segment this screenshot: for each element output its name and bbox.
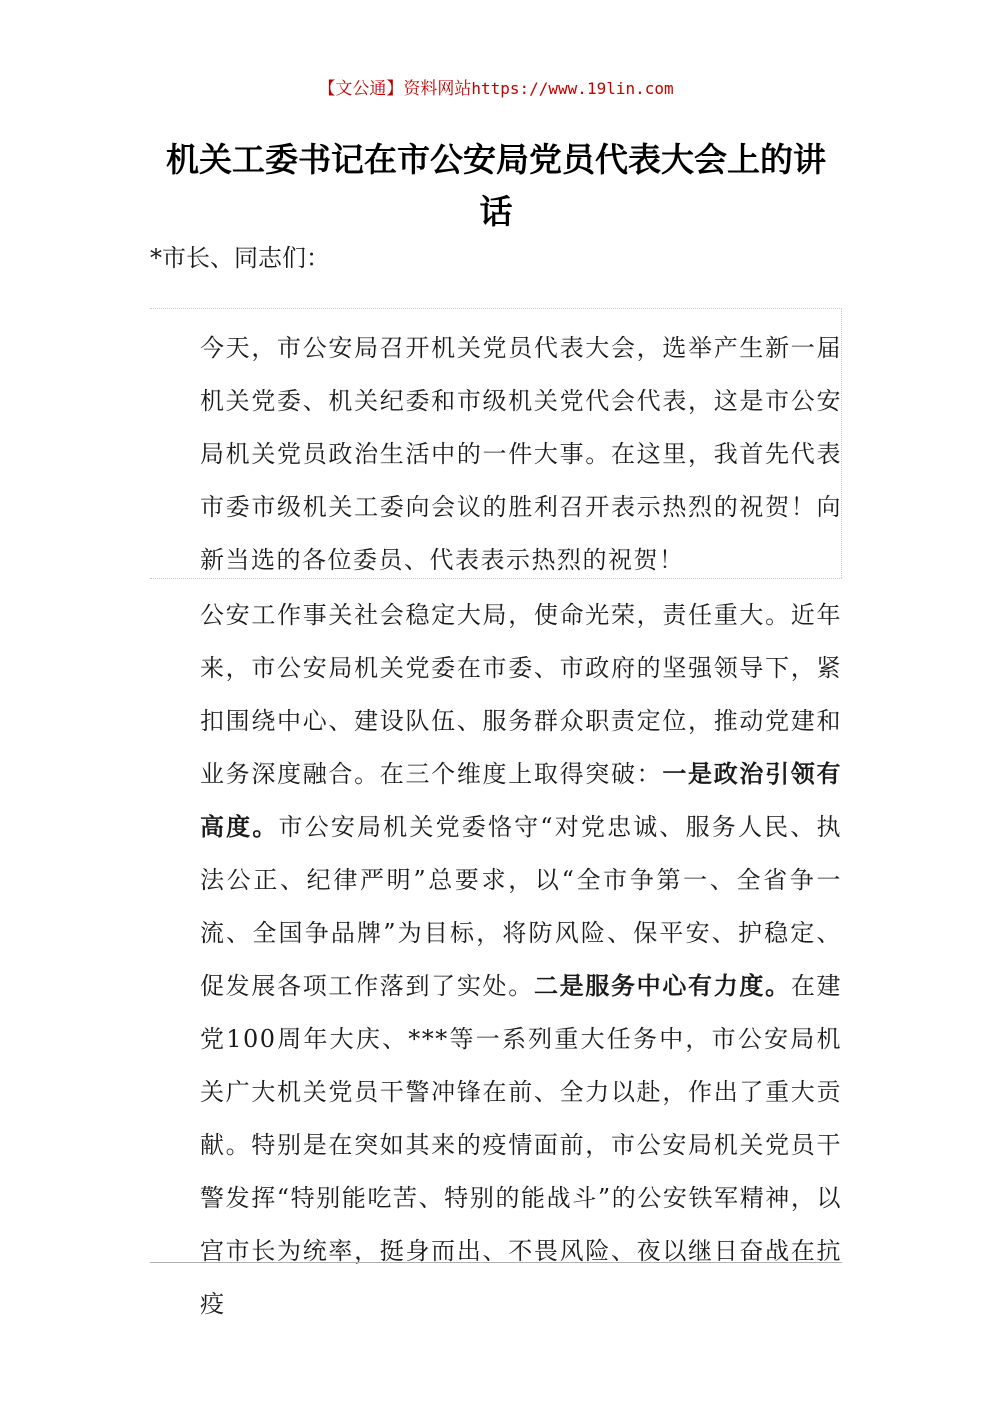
paragraph-2 <box>150 589 842 1331</box>
bottom-rule <box>150 1262 842 1263</box>
paragraph-2-part2: 市公安局机关党委恪守“对党忠诚、服务人民、执法公正、纪律严明”总要求，以“全市争第一、全省争一流、全国争品牌”为目标，将防风险、保平安、护稳定、促发展各项工作落到了实处。 <box>200 813 842 1000</box>
site-label: 资料网站 <box>403 79 472 99</box>
document-title: 机关工委书记在市公安局党员代表大会上的讲话 <box>166 140 826 231</box>
divider-line <box>150 308 842 309</box>
salutation: *市长、同志们： <box>150 244 330 272</box>
paragraph-1 <box>150 322 842 587</box>
paragraph-2-text <box>150 589 842 1331</box>
paragraph-2-part1: 公安工作事关社会稳定大局，使命光荣，责任重大。近年来，市公安局机关党委在市委、市政府的坚强领导下，紧扣围绕中心、建设队伍、服务群众职责定位，推动党建和业务深度融合。在三个维度上取得突破： <box>200 601 842 788</box>
paragraph-2-bold2: 二是服务中心有力度。 <box>533 972 791 1000</box>
site-header <box>0 74 992 99</box>
paragraph-2-bold1: 一是政治引领有高度。 <box>200 760 842 841</box>
brand-label: 【文公通】 <box>318 79 404 99</box>
divider-line <box>150 578 842 579</box>
site-url-link[interactable]: https://www.19lin.com <box>471 79 674 98</box>
paragraph-1-text: 今天，市公安局召开机关党员代表大会，选举产生新一届机关党委、机关纪委和市级机关党代会代表，这是市公安局机关党员政治生活中的一件大事。在这里，我首先代表市委市级机关工委向会议的胜利召开表示热烈的祝贺！向新当选的各位委员、代表表示热烈的祝贺！ <box>200 334 842 574</box>
paragraph-2-part3: 在建党100周年大庆、***等一系列重大任务中，市公安局机关广大机关党员干警冲锋在前、全力以赴，作出了重大贡献。特别是在突如其来的疫情面前，市公安局机关党员干警发挥“特别能吃苦、特别的能战斗”的公安铁军精神，以宫市长为统率，挺身而出、不畏风险、夜以继日奋战在抗疫 <box>200 972 842 1318</box>
